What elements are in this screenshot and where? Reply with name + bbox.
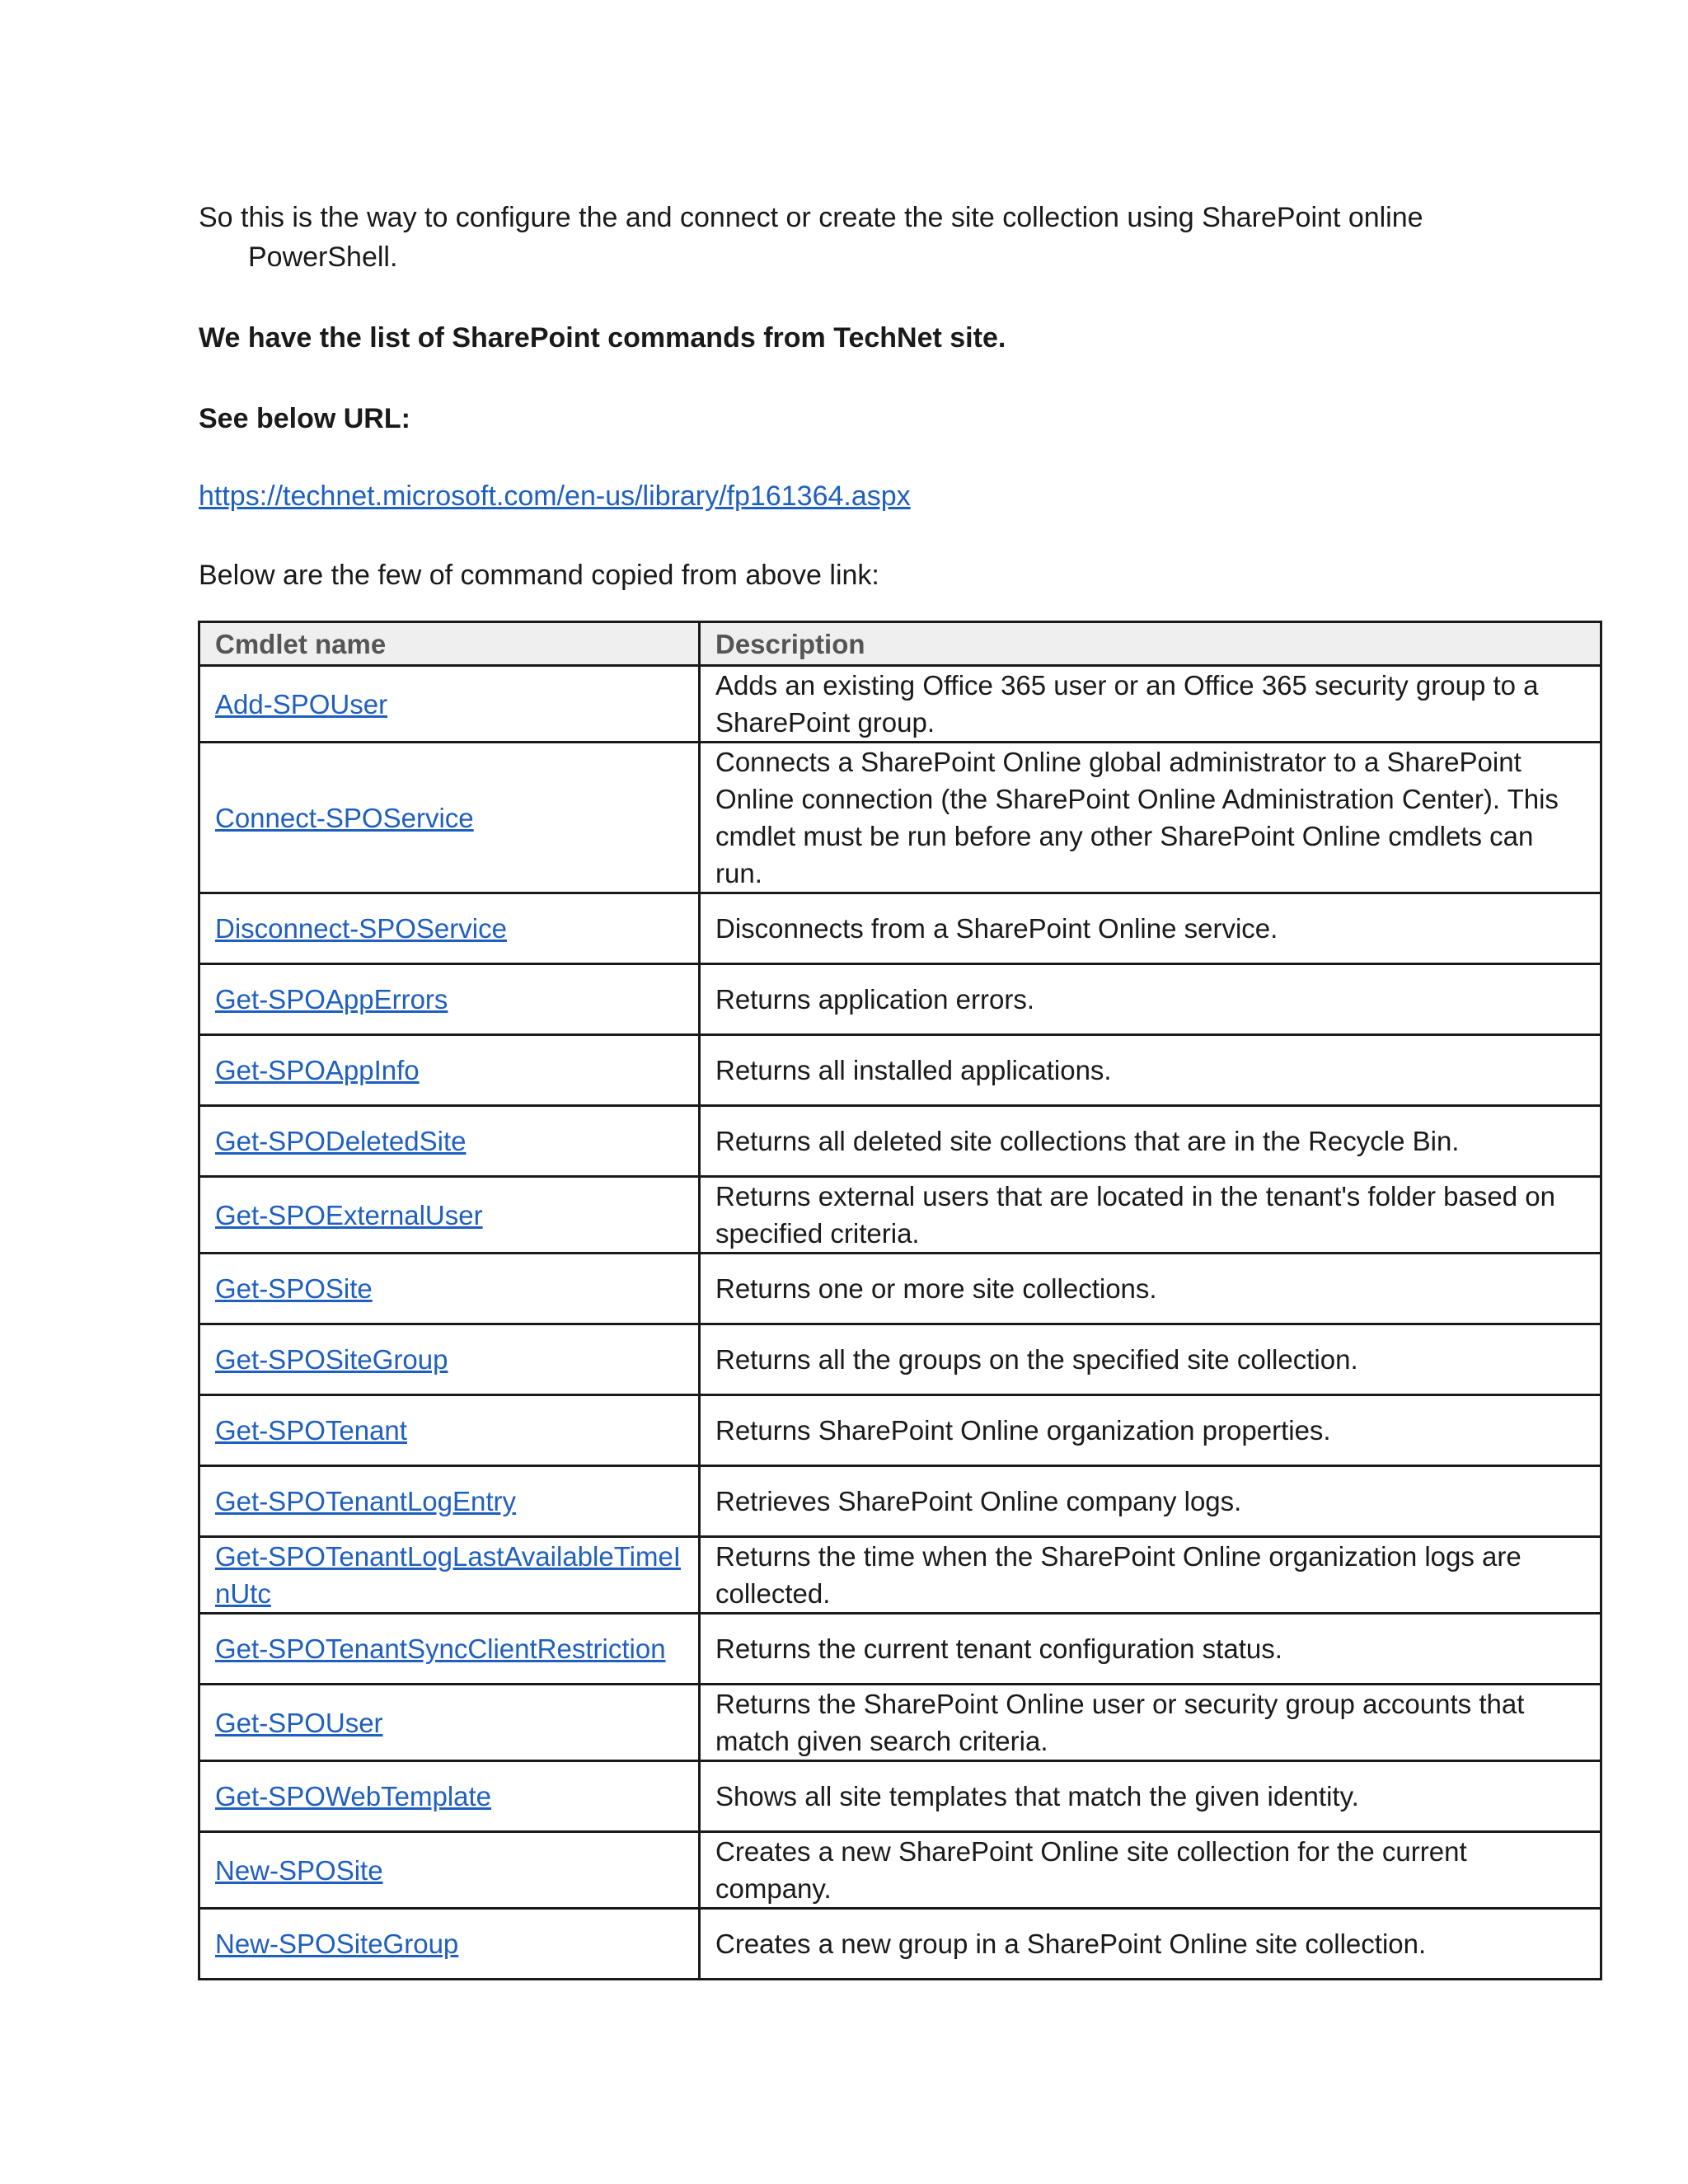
cmdlet-link[interactable]: Get-SPOExternalUser xyxy=(215,1199,483,1230)
cmdlet-link[interactable]: New-SPOSite xyxy=(215,1854,383,1886)
cmdlet-link[interactable]: Get-SPOAppInfo xyxy=(215,1055,420,1085)
below-text: Below are the few of command copied from above link: xyxy=(199,560,879,591)
cmdlet-desc-cell: Adds an existing Office 365 user or an Office 365 security group to a SharePoint group. xyxy=(700,666,1601,743)
cmdlet-link[interactable]: Get-SPOUser xyxy=(215,1707,383,1738)
table-header-row xyxy=(199,622,1601,666)
table-row xyxy=(199,893,1601,964)
cmdlet-desc-cell: Creates a new SharePoint Online site collection for the current company. xyxy=(700,1832,1601,1909)
cmdlet-desc-cell: Connects a SharePoint Online global administrator to a SharePoint Online connection (the SharePoint Online Administration Center). This cmdlet must be run before any other SharePoint Online cmdlets can run. xyxy=(700,743,1601,893)
cmdlet-desc-cell: Returns the current tenant configuration status. xyxy=(700,1614,1601,1685)
cmdlet-link[interactable]: Get-SPOSiteGroup xyxy=(215,1344,448,1375)
cmdlet-link[interactable]: Get-SPOTenantLogLastAvailableTimeInUtc xyxy=(215,1541,681,1609)
cmdlet-link[interactable]: Get-SPOTenant xyxy=(215,1415,407,1446)
intro-line-2: PowerShell. xyxy=(248,241,398,273)
table-row xyxy=(199,1685,1601,1761)
cmdlet-name-cell xyxy=(199,1832,700,1909)
cmdlet-link[interactable]: Get-SPODeletedSite xyxy=(215,1126,467,1156)
table-row xyxy=(199,1254,1601,1324)
table-row xyxy=(199,1537,1601,1614)
cmdlet-desc-cell: Returns application errors. xyxy=(700,964,1601,1035)
cmdlet-name-cell xyxy=(199,964,700,1035)
cmdlet-desc-cell: Retrieves SharePoint Online company logs. xyxy=(700,1466,1601,1537)
cmdlet-desc-cell: Creates a new group in a SharePoint Online site collection. xyxy=(700,1909,1601,1980)
cmdlet-name-cell xyxy=(199,1106,700,1177)
table-row xyxy=(199,1177,1601,1254)
table-row xyxy=(199,1466,1601,1537)
cmdlet-name-cell xyxy=(199,1035,700,1106)
cmdlet-link[interactable]: Connect-SPOService xyxy=(215,802,474,833)
technet-url-link[interactable]: https://technet.microsoft.com/en-us/library/fp161364.aspx xyxy=(199,480,911,512)
cmdlet-desc-cell: Disconnects from a SharePoint Online service. xyxy=(700,893,1601,964)
cmdlet-link[interactable]: Get-SPOTenantLogEntry xyxy=(215,1486,517,1516)
cmdlet-desc-cell: Returns one or more site collections. xyxy=(700,1254,1601,1324)
intro-paragraph xyxy=(199,198,1484,277)
table-row xyxy=(199,1614,1601,1685)
cmdlet-desc-cell: Returns SharePoint Online organization properties. xyxy=(700,1395,1601,1466)
cmdlet-desc-cell: Returns the SharePoint Online user or security group accounts that match given search criteria. xyxy=(700,1685,1601,1761)
table-row xyxy=(199,964,1601,1035)
cmdlet-name-cell xyxy=(199,893,700,964)
cmdlet-name-cell xyxy=(199,1466,700,1537)
table-row xyxy=(199,1761,1601,1832)
cmdlet-link[interactable]: Add-SPOUser xyxy=(215,688,388,719)
cmdlet-name-cell xyxy=(199,1177,700,1254)
table-row xyxy=(199,1035,1601,1106)
cmdlet-link[interactable]: Get-SPOSite xyxy=(215,1273,373,1304)
table-row xyxy=(199,666,1601,743)
cmdlet-name-cell xyxy=(199,1395,700,1466)
cmdlet-name-cell xyxy=(199,1685,700,1761)
url-paragraph xyxy=(199,476,911,516)
header-description: Description xyxy=(700,622,1601,666)
cmdlet-link[interactable]: Get-SPOTenantSyncClientRestriction xyxy=(215,1633,666,1664)
cmdlet-name-cell xyxy=(199,1614,700,1685)
cmdlet-link[interactable]: Disconnect-SPOService xyxy=(215,913,507,944)
table-row xyxy=(199,1909,1601,1980)
intro-line-1: So this is the way to configure the and connect or create the site collection using SharePoint online xyxy=(199,202,1423,233)
table-row xyxy=(199,1106,1601,1177)
cmdlet-name-cell xyxy=(199,666,700,743)
header-cmdlet-name: Cmdlet name xyxy=(199,622,700,666)
cmdlet-desc-cell: Returns external users that are located in the tenant's folder based on specified criteria. xyxy=(700,1177,1601,1254)
cmdlet-desc-cell: Returns all the groups on the specified site collection. xyxy=(700,1324,1601,1395)
table-row xyxy=(199,1395,1601,1466)
cmdlet-name-cell xyxy=(199,1254,700,1324)
cmdlet-link[interactable]: New-SPOSiteGroup xyxy=(215,1929,459,1959)
cmdlet-desc-cell: Shows all site templates that match the given identity. xyxy=(700,1761,1601,1832)
cmdlet-desc-cell: Returns all deleted site collections that are in the Recycle Bin. xyxy=(700,1106,1601,1177)
cmdlet-name-cell xyxy=(199,743,700,893)
commands-heading: We have the list of SharePoint commands from TechNet site. xyxy=(199,322,1006,354)
cmdlet-link[interactable]: Get-SPOWebTemplate xyxy=(215,1781,492,1811)
cmdlet-name-cell xyxy=(199,1537,700,1614)
cmdlet-name-cell xyxy=(199,1761,700,1832)
see-below-label: See below URL: xyxy=(199,403,410,434)
cmdlet-table xyxy=(198,621,1602,1980)
cmdlet-name-cell xyxy=(199,1324,700,1395)
cmdlet-name-cell xyxy=(199,1909,700,1980)
table-row xyxy=(199,743,1601,893)
cmdlet-desc-cell: Returns all installed applications. xyxy=(700,1035,1601,1106)
cmdlet-link[interactable]: Get-SPOAppErrors xyxy=(215,984,448,1015)
cmdlet-desc-cell: Returns the time when the SharePoint Online organization logs are collected. xyxy=(700,1537,1601,1614)
table-row xyxy=(199,1324,1601,1395)
table-row xyxy=(199,1832,1601,1909)
